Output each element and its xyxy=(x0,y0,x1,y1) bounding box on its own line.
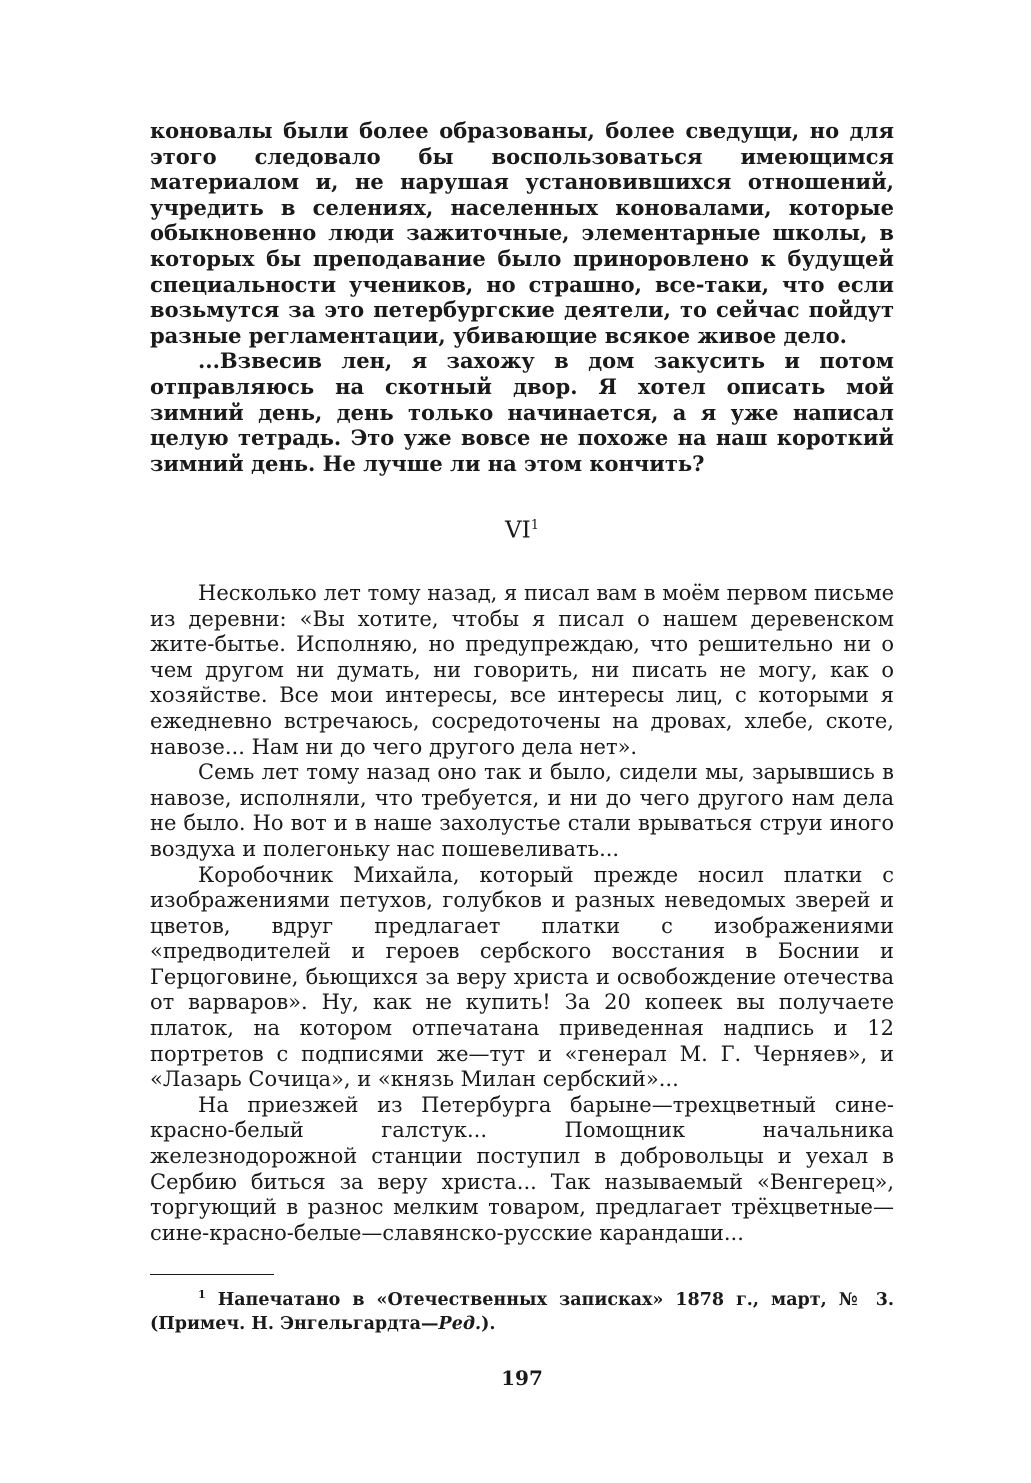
paragraph: Коробочник Михайла, который прежде носил платки с изображениями петухов, голубков и разных неведомых зверей и цветов, вдруг предлагает платки с изображениями «предводителей и героев сербского восстания в Боснии и Герцоговине, бьющихся за веру христа и освобождение отечества от варваров». Ну, как не купить! За 20 копеек вы получаете платок, на котором отпечатана приведенная надпись и 12 портретов с подписями же—тут и «генерал М. Г. Черняев», и «Лазарь Сочица», и «князь Милан сербский»... xyxy=(150,862,894,1092)
paragraph: Несколько лет тому назад, я писал вам в моём первом письме из деревни: «Вы хотите, чтобы я писал о нашем деревенском жите-бытье. Исполняю, но предупреждаю, что решительно ни о чем другом ни думать, ни говорить, ни писать не могу, как о хозяйстве. Все мои интересы, все интересы лиц, с которыми я ежедневно встречаюсь, сосредоточены на дровах, хлебе, скоте, навозе... Нам ни до чего другого дела нет». xyxy=(150,580,894,759)
paragraph: ...Взвесив лен, я захожу в дом закусить и потом отправляюсь на скотный двор. Я хотел описать мой зимний день, день только начинается, а я уже написал целую тетрадь. Это уже вовсе не похоже на наш короткий зимний день. Не лучше ли на этом кончить? xyxy=(150,348,894,476)
footnote-divider xyxy=(150,1274,274,1275)
footnote-tail: ). xyxy=(481,1314,496,1335)
footnote-text: Напечатано в «Отечественных записках» 1878 г., март, № 3. (Примеч. Н. Энгельгардта— xyxy=(150,1290,895,1335)
continued-text-block xyxy=(150,118,894,476)
section-heading xyxy=(150,512,894,545)
footnote-mark: 1 xyxy=(198,1288,206,1302)
section-text-block xyxy=(150,581,894,1246)
footnote-reference: 1 xyxy=(530,518,539,534)
footnote xyxy=(150,1283,894,1336)
section-numeral: VI xyxy=(505,517,531,544)
page-number: 197 xyxy=(501,1366,543,1391)
paragraph: На приезжей из Петербурга барыне—трехцветный сине-красно-белый галстук... Помощник начальника железнодорожной станции поступил в добровольцы и уехал в Сербию биться за веру христа... Так называемый «Венгерец», торгующий в разнос мелким товаром, предлагает трёхцветные—сине-красно-белые—славянско-русские карандаши... xyxy=(150,1092,894,1245)
footnote-editor: Ред. xyxy=(438,1314,482,1335)
page-body xyxy=(150,118,894,1390)
paragraph: Семь лет тому назад оно так и было, сидели мы, зарывшись в навозе, исполняли, что требуется, и ни до чего другого нам дела не было. Но вот и в наше захолустье стали врываться струи иного воздуха и полегоньку нас пошевеливать... xyxy=(150,760,894,861)
paragraph-continued: коновалы были более образованы, более сведущи, но для этого следовало бы воспользоваться имеющимся материалом и, не нарушая установившихся отношений, учредить в селениях, населенных коновалами, которые обыкновенно люди зажиточные, элементарные школы, в которых бы преподавание было приноровлено к будущей специальности учеников, но страшно, все-таки, что если возьмутся за это петербургские деятели, то сейчас пойдут разные регламентации, убивающие всякое живое дело. xyxy=(150,118,894,348)
